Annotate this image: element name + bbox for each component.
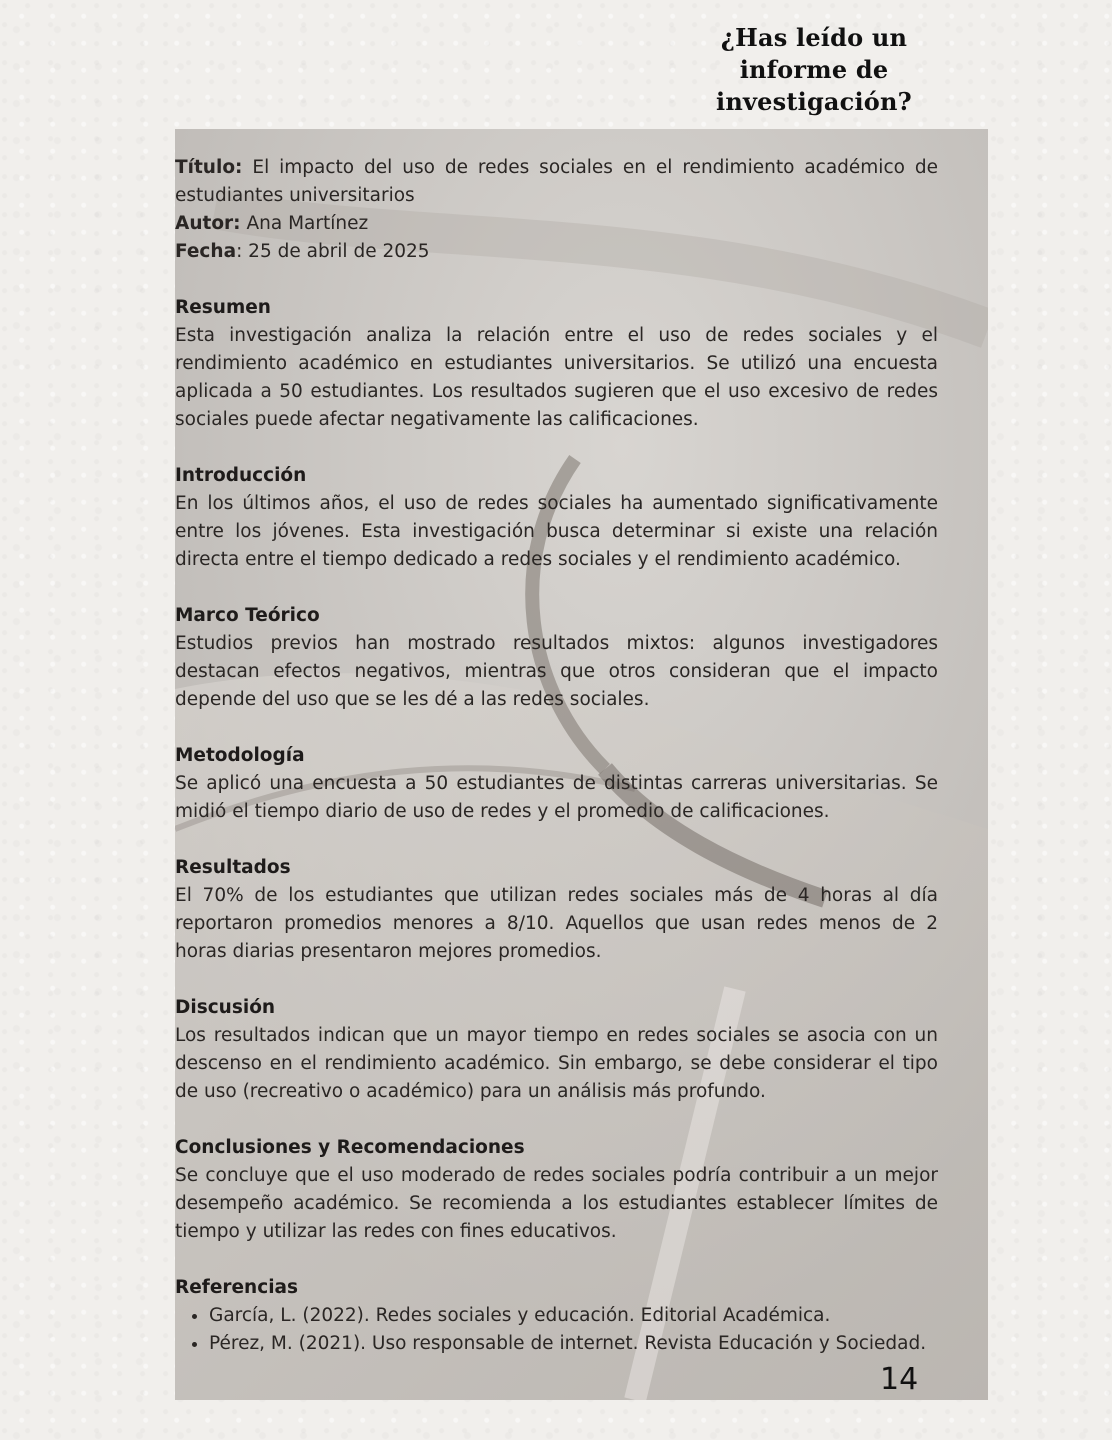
section-body-marco-teorico: Estudios previos han mostrado resultados mixtos: algunos investigadores destacan efectos negativos, mientras que otros consideran que el impacto depende del uso que se les dé a las redes sociales. [175, 633, 938, 710]
title-label: Título: [175, 157, 243, 178]
section-body-metodologia: Se aplicó una encuesta a 50 estudiantes de distintas carreras universitarias. Se midió el tiempo diario de uso de redes y el promedio de calificaciones. [175, 773, 938, 822]
page-number: 14 [880, 1362, 919, 1397]
section-body-introduccion: En los últimos años, el uso de redes sociales ha aumentado significativamente entre los jóvenes. Esta investigación busca determinar si existe una relación directa entre el tiempo dedicado a redes sociales y el rendimiento académico. [175, 493, 938, 570]
section-title-discusion: Discusión [175, 997, 276, 1018]
section-title-marco-teorico: Marco Teórico [175, 605, 320, 626]
date-label: Fecha [175, 241, 237, 262]
section-title-metodologia: Metodología [175, 745, 305, 766]
section-body-resultados: El 70% de los estudiantes que utilizan redes sociales más de 4 horas al día reportaron promedios menores a 8/10. Aquellos que usan redes menos de 2 horas diarias presentaron mejores promedios. [175, 885, 938, 962]
page-heading: ¿Has leído un informe de investigación? [716, 23, 912, 116]
section-body-resumen: Esta investigación analiza la relación entre el uso de redes sociales y el rendimiento académico en estudiantes universitarios. Se utilizó una encuesta aplicada a 50 estudiantes. Los resultados sugieren que el uso excesivo de redes sociales puede afectar negativamente las calificaciones. [175, 325, 938, 430]
references-title: Referencias [175, 1277, 299, 1298]
reference-item: • García, L. (2022). Redes sociales y educación. Editorial Académica. [209, 1302, 938, 1330]
section-body-conclusiones: Se concluye que el uso moderado de redes sociales podría contribuir a un mejor desempeño académico. Se recomienda a los estudiantes establecer límites de tiempo y utilizar las redes con fines educativos. [175, 1165, 938, 1242]
section-title-conclusiones: Conclusiones y Recomendaciones [175, 1137, 525, 1158]
report-header [175, 154, 938, 266]
author-label: Autor: [175, 213, 241, 234]
report-author: Ana Martínez [246, 213, 369, 234]
section-title-resumen: Resumen [175, 297, 271, 318]
report-content [175, 154, 938, 1358]
report-date: : 25 de abril de 2025 [236, 241, 430, 262]
references-list [175, 1302, 938, 1358]
section-title-introduccion: Introducción [175, 465, 307, 486]
section-body-discusion: Los resultados indican que un mayor tiempo en redes sociales se asocia con un descenso en el rendimiento académico. Sin embargo, se debe considerar el tipo de uso (recreativo o académico) para un análisis más profundo. [175, 1025, 938, 1102]
section-title-resultados: Resultados [175, 857, 291, 878]
report-panel [175, 129, 988, 1400]
report-title: El impacto del uso de redes sociales en el rendimiento académico de estudiantes universitarios [175, 157, 938, 206]
reference-item: • Pérez, M. (2021). Uso responsable de internet. Revista Educación y Sociedad. [209, 1330, 938, 1358]
